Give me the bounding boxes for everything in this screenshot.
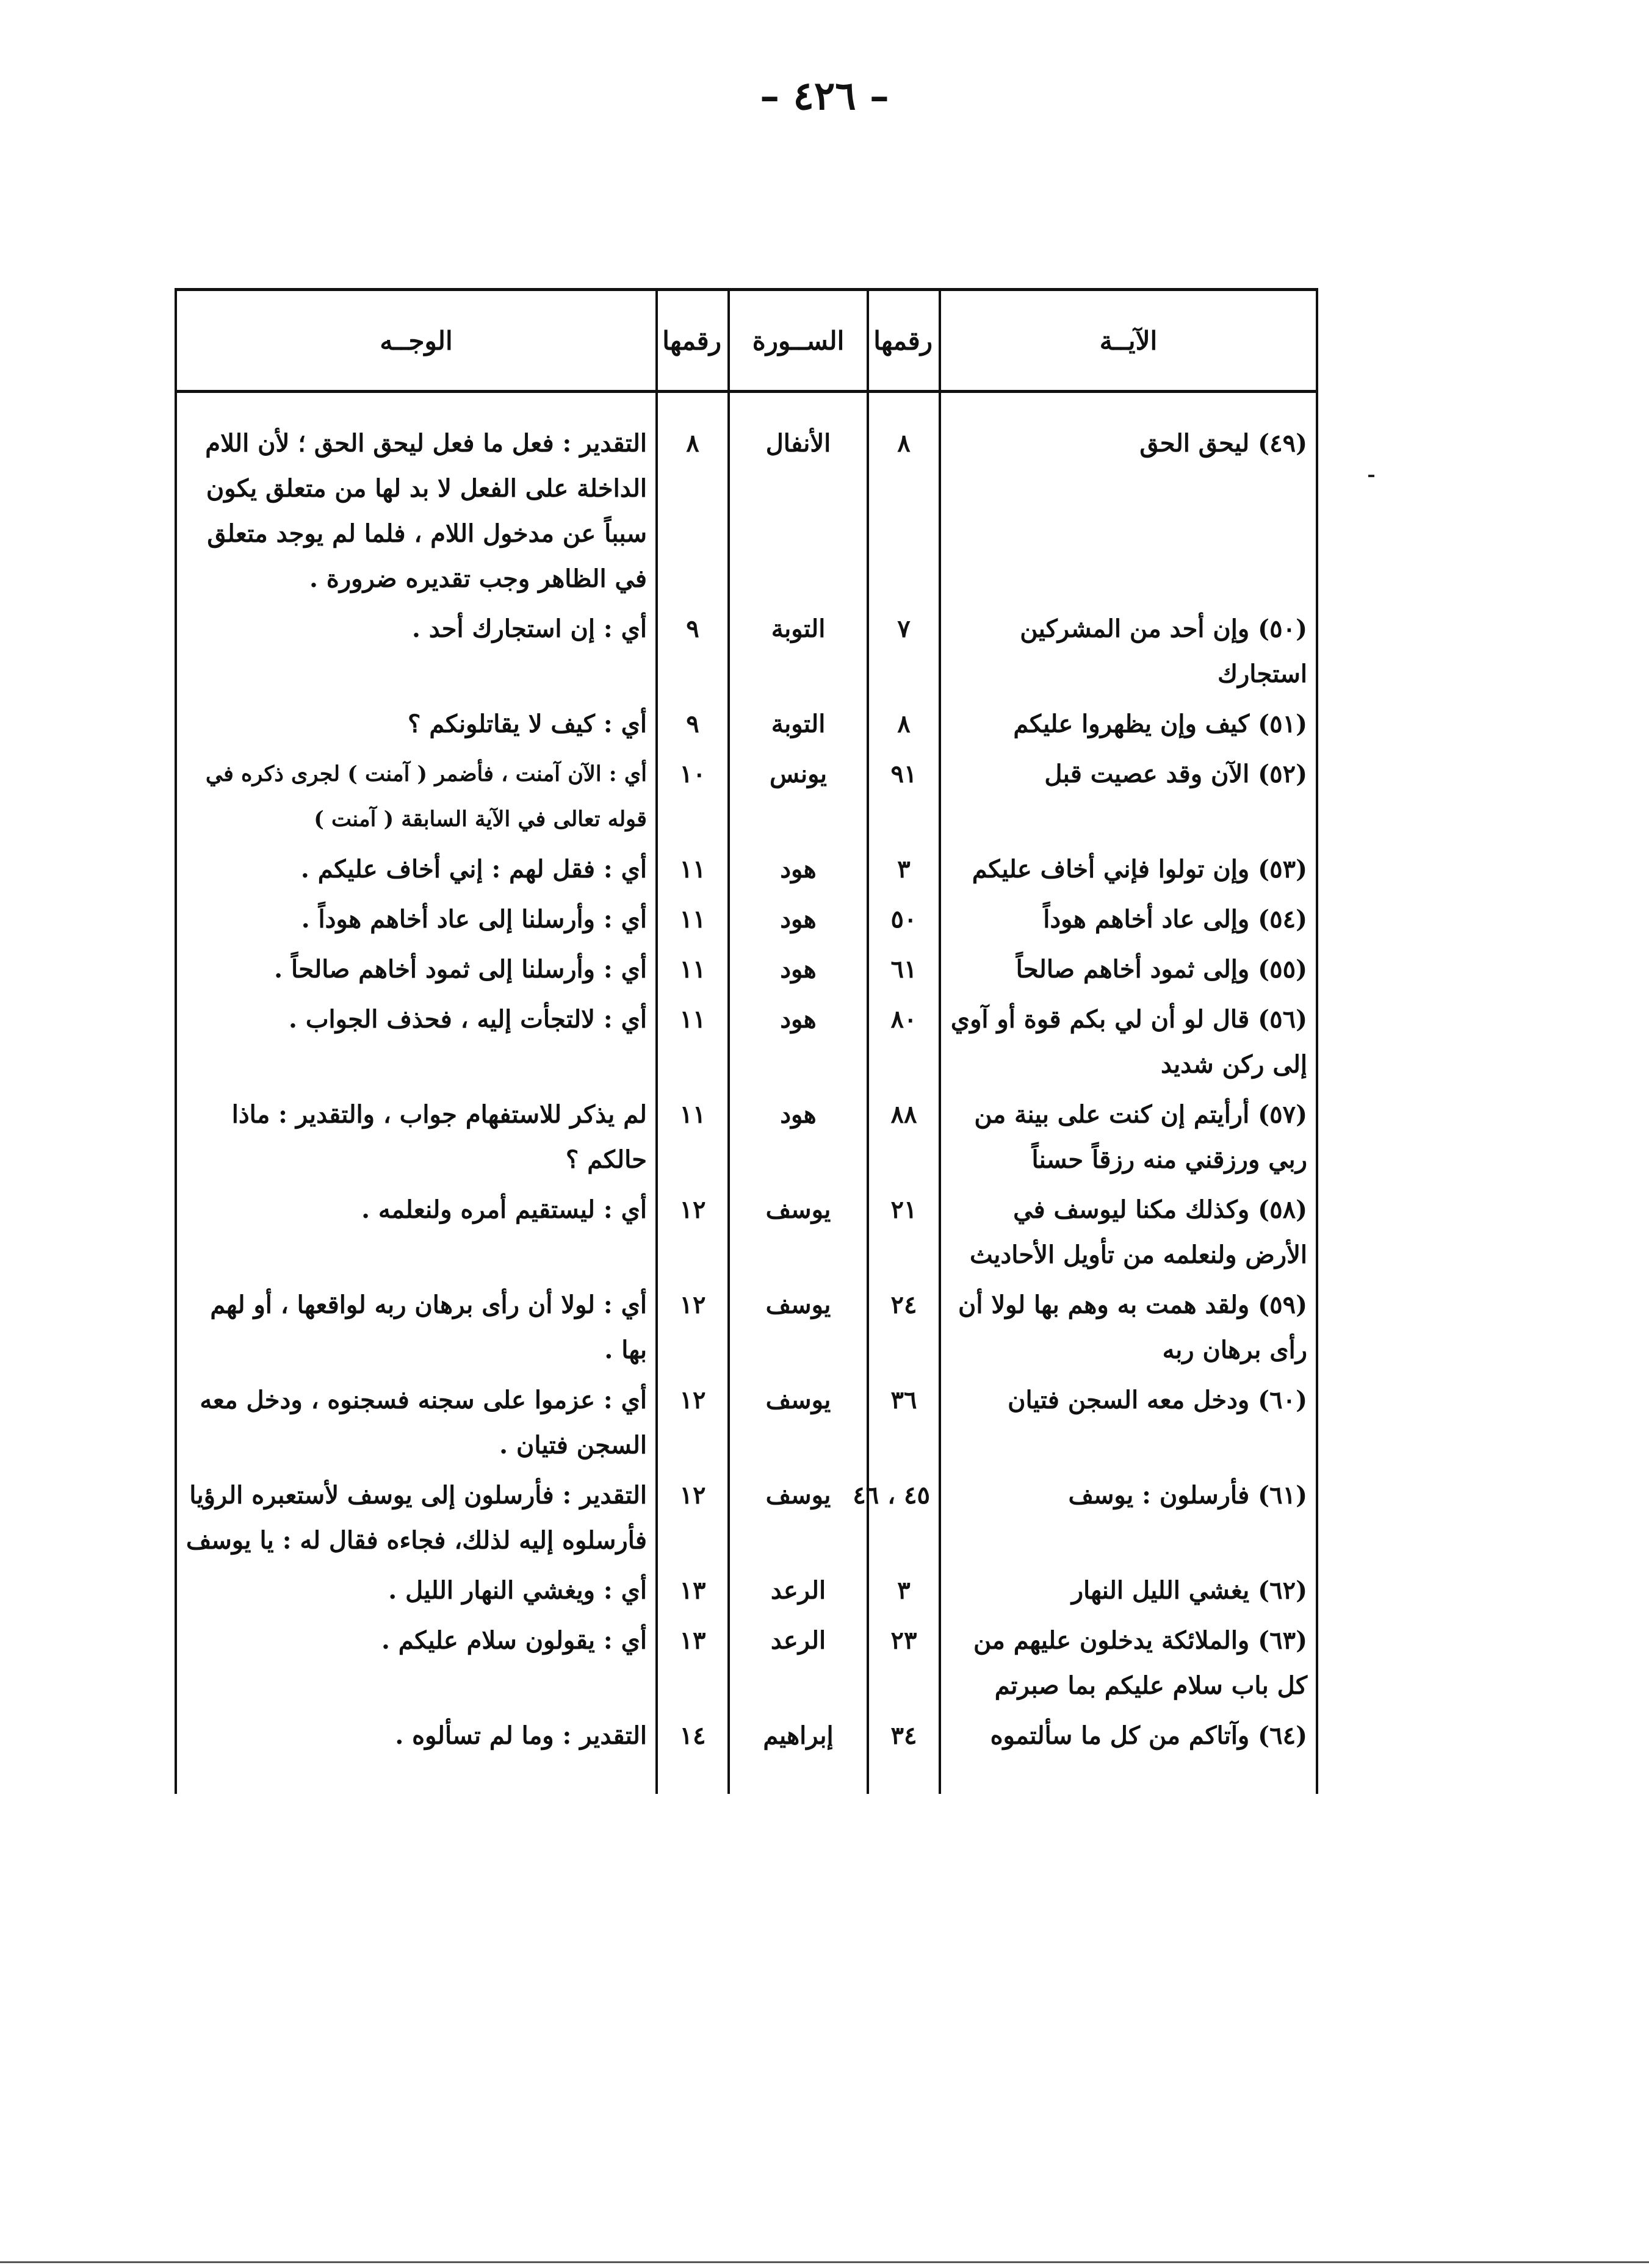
wajh-cell: التقدير : وما لم تسألوه . — [176, 1711, 657, 1761]
table-row — [176, 1616, 1317, 1711]
spacer-cell — [940, 1761, 1317, 1794]
table-row — [176, 844, 1317, 895]
ayah-cell: (٤٩) ليحق الحق — [940, 392, 1317, 605]
table-row — [176, 1280, 1317, 1375]
ayah-number-cell: ٨ — [868, 699, 940, 749]
wajh-cell: أي : إن استجارك أحد . — [176, 604, 657, 699]
spacer-cell — [868, 1761, 940, 1794]
table-bottom-spacer — [176, 1761, 1317, 1794]
surah-cell: التوبة — [729, 699, 868, 749]
wajh-cell: أي : وأرسلنا إلى ثمود أخاهم صالحاً . — [176, 945, 657, 995]
wajh-cell: أي : ليستقيم أمره ولنعلمه . — [176, 1185, 657, 1280]
surah-cell: يونس — [729, 749, 868, 844]
index-table-container — [177, 288, 1318, 1917]
surah-cell: الأنفال — [729, 392, 868, 605]
surah-cell: يوسف — [729, 1280, 868, 1375]
wajh-cell: أي : لولا أن رأى برهان ربه لواقعها ، أو لهم بها . — [176, 1280, 657, 1375]
header-surah: الســورة — [729, 290, 868, 392]
header-wajh: الوجــه — [176, 290, 657, 392]
table-row — [176, 392, 1317, 605]
ayah-cell: (٦١) فأرسلون : يوسف — [940, 1471, 1317, 1566]
ayah-cell: (٥٩) ولقد همت به وهم بها لولا أن رأى برهان ربه — [940, 1280, 1317, 1375]
ayah-number-cell: ٥٠ — [868, 895, 940, 945]
header-ayah-number: رقمها — [868, 290, 940, 392]
ayah-number-cell: ٣ — [868, 844, 940, 895]
page-number: – ٤٢٦ – — [760, 73, 889, 119]
table-row — [176, 1375, 1317, 1471]
wajh-cell: أي : الآن آمنت ، فأضمر ( آمنت ) لجرى ذكره في قوله تعالى في الآية السابقة ( آمنت ) — [176, 749, 657, 844]
ayah-cell: (٥٦) قال لو أن لي بكم قوة أو آوي إلى ركن شديد — [940, 995, 1317, 1090]
surah-number-cell: ٩ — [657, 604, 729, 699]
surah-number-cell: ١٠ — [657, 749, 729, 844]
surah-number-cell: ٩ — [657, 699, 729, 749]
ayah-number-cell: ٨ — [868, 392, 940, 605]
wajh-cell: التقدير : فأرسلون إلى يوسف لأستعبره الرؤيا فأرسلوه إليه لذلك، فجاءه فقال له : يا يوسف — [176, 1471, 657, 1566]
ayah-number-cell: ٣٦ — [868, 1375, 940, 1471]
table-header-row — [176, 290, 1317, 392]
wajh-cell: أي : يقولون سلام عليكم . — [176, 1616, 657, 1711]
surah-cell: إبراهيم — [729, 1711, 868, 1761]
surah-cell: هود — [729, 895, 868, 945]
ayah-cell: (٦٢) يغشي الليل النهار — [940, 1566, 1317, 1616]
surah-number-cell: ١١ — [657, 1090, 729, 1185]
ayah-cell: (٥٥) وإلى ثمود أخاهم صالحاً — [940, 945, 1317, 995]
table-row — [176, 1711, 1317, 1761]
ayah-number-cell: ٢٤ — [868, 1280, 940, 1375]
surah-number-cell: ١٣ — [657, 1566, 729, 1616]
table-row — [176, 1471, 1317, 1566]
header-ayah: الآيــة — [940, 290, 1317, 392]
scan-speck — [1368, 475, 1374, 477]
table-row — [176, 1566, 1317, 1616]
surah-cell: يوسف — [729, 1471, 868, 1566]
wajh-cell: أي : فقل لهم : إني أخاف عليكم . — [176, 844, 657, 895]
wajh-cell: أي : ويغشي النهار الليل . — [176, 1566, 657, 1616]
ayah-cell: (٥٣) وإن تولوا فإني أخاف عليكم — [940, 844, 1317, 895]
ayah-number-cell: ٨٨ — [868, 1090, 940, 1185]
spacer-cell — [729, 1761, 868, 1794]
ayah-number-cell: ٧ — [868, 604, 940, 699]
wajh-cell: التقدير : فعل ما فعل ليحق الحق ؛ لأن اللام الداخلة على الفعل لا بد لها من متعلق يكون سبباً عن مدخول اللام ، فلما لم يوجد متعلق في الظاهر وجب تقديره ضرورة . — [176, 392, 657, 605]
ayah-cell: (٥٤) وإلى عاد أخاهم هوداً — [940, 895, 1317, 945]
ayah-number-cell: ٤٥ ، ٤٦ — [868, 1471, 940, 1566]
surah-number-cell: ١١ — [657, 945, 729, 995]
ayah-number-cell: ٨٠ — [868, 995, 940, 1090]
surah-number-cell: ١٢ — [657, 1280, 729, 1375]
header-surah-number: رقمها — [657, 290, 729, 392]
surah-cell: التوبة — [729, 604, 868, 699]
surah-number-cell: ١٢ — [657, 1185, 729, 1280]
surah-cell: هود — [729, 995, 868, 1090]
ayah-cell: (٦٠) ودخل معه السجن فتيان — [940, 1375, 1317, 1471]
wajh-cell: أي : عزموا على سجنه فسجنوه ، ودخل معه السجن فتيان . — [176, 1375, 657, 1471]
table-row — [176, 1090, 1317, 1185]
surah-cell: الرعد — [729, 1616, 868, 1711]
surah-cell: يوسف — [729, 1185, 868, 1280]
spacer-cell — [176, 1761, 657, 1794]
ayah-number-cell: ٣٤ — [868, 1711, 940, 1761]
ayah-number-cell: ٣ — [868, 1566, 940, 1616]
surah-cell: الرعد — [729, 1566, 868, 1616]
ayah-number-cell: ٢١ — [868, 1185, 940, 1280]
ayah-cell: (٥٠) وإن أحد من المشركين استجارك — [940, 604, 1317, 699]
surah-cell: هود — [729, 844, 868, 895]
surah-number-cell: ١٢ — [657, 1471, 729, 1566]
table-row — [176, 945, 1317, 995]
wajh-cell: أي : لالتجأت إليه ، فحذف الجواب . — [176, 995, 657, 1090]
ayah-cell: (٥١) كيف وإن يظهروا عليكم — [940, 699, 1317, 749]
ayah-cell: (٦٤) وآتاكم من كل ما سألتموه — [940, 1711, 1317, 1761]
ayah-cell: (٥٢) الآن وقد عصيت قبل — [940, 749, 1317, 844]
surah-number-cell: ١٤ — [657, 1711, 729, 1761]
wajh-cell: أي : وأرسلنا إلى عاد أخاهم هوداً . — [176, 895, 657, 945]
table-row — [176, 995, 1317, 1090]
surah-number-cell: ١١ — [657, 895, 729, 945]
index-table — [175, 288, 1318, 1794]
table-row — [176, 604, 1317, 699]
surah-number-cell: ١٣ — [657, 1616, 729, 1711]
surah-number-cell: ٨ — [657, 392, 729, 605]
ayah-number-cell: ٢٣ — [868, 1616, 940, 1711]
surah-cell: هود — [729, 945, 868, 995]
surah-cell: يوسف — [729, 1375, 868, 1471]
ayah-cell: (٥٨) وكذلك مكنا ليوسف في الأرض ولنعلمه من تأويل الأحاديث — [940, 1185, 1317, 1280]
scan-bottom-edge — [0, 2261, 1649, 2263]
ayah-cell: (٦٣) والملائكة يدخلون عليهم من كل باب سلام عليكم بما صبرتم — [940, 1616, 1317, 1711]
table-row — [176, 895, 1317, 945]
wajh-cell: أي : كيف لا يقاتلونكم ؟ — [176, 699, 657, 749]
surah-number-cell: ١٢ — [657, 1375, 729, 1471]
wajh-cell: لم يذكر للاستفهام جواب ، والتقدير : ماذا حالكم ؟ — [176, 1090, 657, 1185]
ayah-cell: (٥٧) أرأيتم إن كنت على بينة من ربي ورزقني منه رزقاً حسناً — [940, 1090, 1317, 1185]
surah-cell: هود — [729, 1090, 868, 1185]
surah-number-cell: ١١ — [657, 844, 729, 895]
table-row — [176, 699, 1317, 749]
table-row — [176, 1185, 1317, 1280]
spacer-cell — [657, 1761, 729, 1794]
surah-number-cell: ١١ — [657, 995, 729, 1090]
ayah-number-cell: ٦١ — [868, 945, 940, 995]
ayah-number-cell: ٩١ — [868, 749, 940, 844]
table-row — [176, 749, 1317, 844]
